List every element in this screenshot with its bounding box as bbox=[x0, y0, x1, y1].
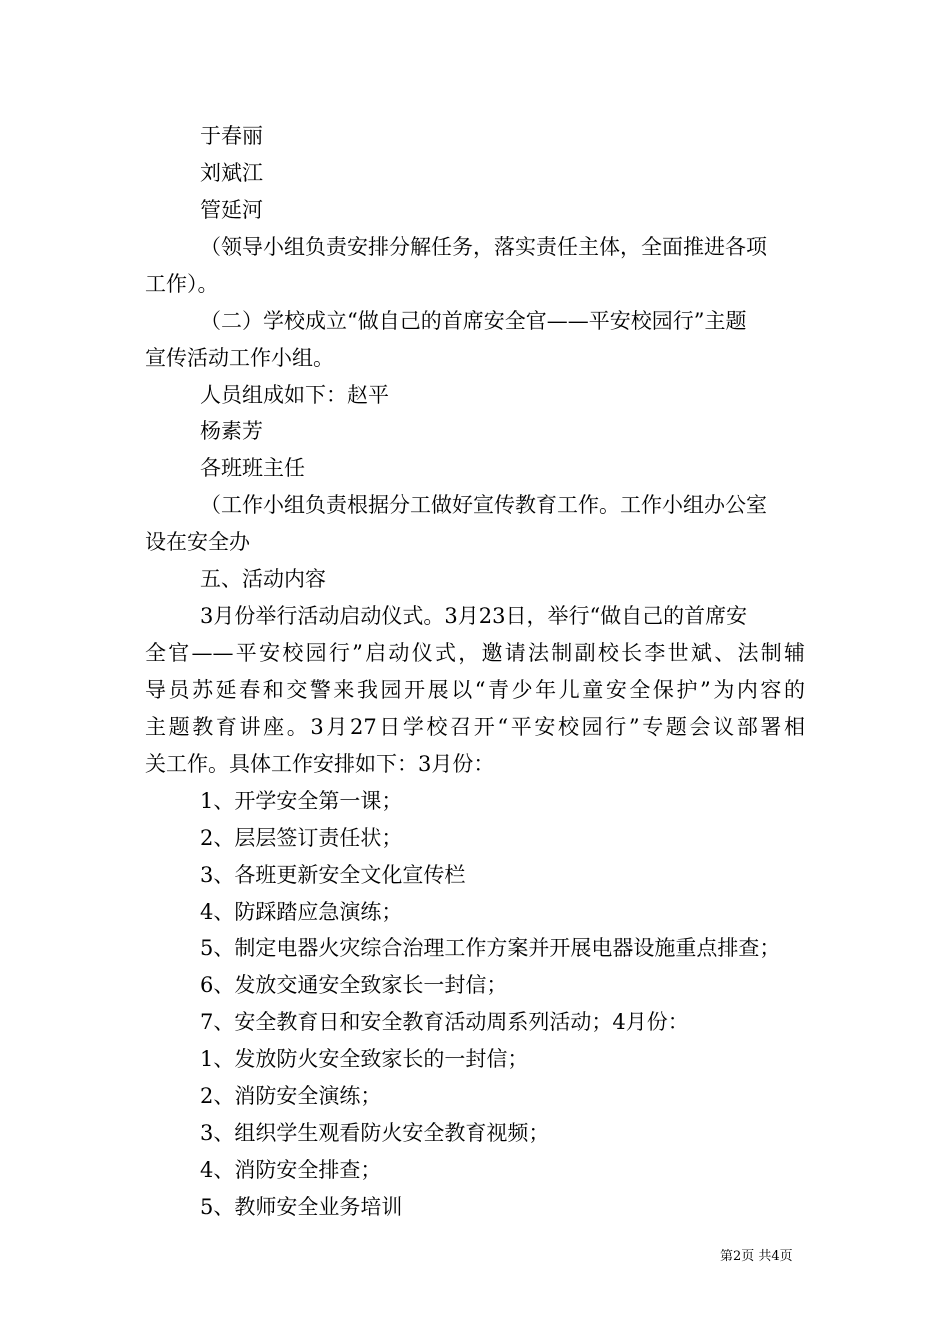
list-item: 2、层层签订责任状； bbox=[200, 826, 403, 850]
paragraph-line: 刘斌江 bbox=[200, 161, 263, 185]
paragraph-line: （领导小组负责安排分解任务，落实责任主体，全面推进各项 bbox=[200, 235, 767, 259]
paragraph-line: 于春丽 bbox=[200, 124, 263, 148]
page-number: 第2页 共4页 bbox=[720, 1249, 793, 1264]
paragraph-line: 主题教育讲座。3月27日学校召开“平安校园行”专题会议部署相 bbox=[145, 715, 805, 739]
list-item: 4、防踩踏应急演练； bbox=[200, 900, 403, 924]
paragraph-line: 宣传活动工作小组。 bbox=[145, 346, 334, 370]
list-item: 3、各班更新安全文化宣传栏 bbox=[200, 863, 466, 887]
list-item: 4、消防安全排查； bbox=[200, 1158, 382, 1182]
paragraph-line: 各班班主任 bbox=[200, 456, 305, 480]
paragraph-line: 管延河 bbox=[200, 198, 263, 222]
paragraph-line: （二）学校成立“做自己的首席安全官——平安校园行”主题 bbox=[200, 309, 747, 333]
list-item: 2、消防安全演练； bbox=[200, 1084, 382, 1108]
paragraph-line: 全官——平安校园行”启动仪式，邀请法制副校长李世斌、法制辅 bbox=[145, 641, 805, 665]
paragraph-line: 杨素芳 bbox=[200, 419, 263, 443]
paragraph-line: （工作小组负责根据分工做好宣传教育工作。工作小组办公室 bbox=[200, 493, 767, 517]
list-item: 5、教师安全业务培训 bbox=[200, 1195, 403, 1219]
list-item: 1、发放防火安全致家长的一封信； bbox=[200, 1047, 529, 1071]
paragraph-line: 3月份举行活动启动仪式。3月23日，举行“做自己的首席安 bbox=[200, 604, 748, 628]
paragraph-line: 导员苏延春和交警来我园开展以“青少年儿童安全保护”为内容的 bbox=[145, 678, 805, 702]
list-item: 6、发放交通安全致家长一封信； bbox=[200, 973, 508, 997]
list-item: 3、组织学生观看防火安全教育视频； bbox=[200, 1121, 550, 1145]
list-item: 1、开学安全第一课； bbox=[200, 789, 403, 813]
section-heading: 五、活动内容 bbox=[200, 567, 326, 591]
paragraph-line: 设在安全办 bbox=[145, 530, 250, 554]
paragraph-line: 关工作。具体工作安排如下：3月份： bbox=[145, 752, 495, 776]
list-item: 7、安全教育日和安全教育活动周系列活动；4月份： bbox=[200, 1010, 689, 1034]
list-item: 5、制定电器火灾综合治理工作方案并开展电器设施重点排查； bbox=[200, 936, 781, 960]
paragraph-line: 人员组成如下：赵平 bbox=[200, 383, 389, 407]
paragraph-line: 工作）。 bbox=[145, 272, 219, 296]
